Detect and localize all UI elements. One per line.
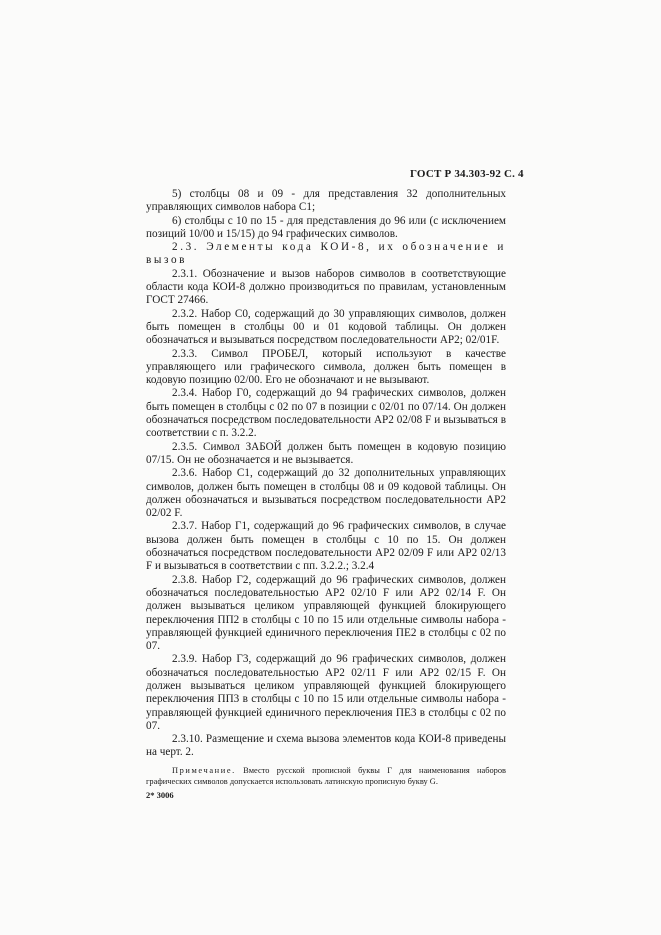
note-label: Примечание. [172, 765, 236, 775]
paragraph-2-3-10: 2.3.10. Размещение и схема вызова элементов кода КОИ-8 приведены на черт. 2. [146, 733, 506, 759]
paragraph-2-3-8: 2.3.8. Набор Г2, содержащий до 96 графических символов, должен обозначаться последовательностью АР2 02/10 F или АР2 02/14 F. Он должен вызываться целиком управляющей функцией блокирующего переключения ПП2 в столбцы с 10 по 15 или отдельные символы набора - управляющей функцией единичного переключения ПЕ2 в столбцы с 02 по 07. [146, 573, 506, 653]
paragraph-2-3-6: 2.3.6. Набор С1, содержащий до 32 дополнительных управляющих символов, должен быть помещен в столбцы 08 и 09 кодовой таблицы. Он должен обозначаться и вызываться посредством последовательности АР2 02/02 F. [146, 467, 506, 520]
note [146, 765, 506, 787]
paragraph-2-3-9: 2.3.9. Набор Г3, содержащий до 96 графических символов, должен обозначаться последовательностью АР2 02/11 F или АР2 02/15 F. Он должен вызываться целиком управляющей функцией блокирующего переключения ПП3 в столбцы с 10 по 15 или отдельные символы набора - управляющей функцией единичного переключения ПЕ3 в столбцы с 02 по 07. [146, 653, 506, 732]
document-body [146, 188, 506, 802]
paragraph-2-3-7: 2.3.7. Набор Г1, содержащий до 96 графических символов, в случае вызова должен быть помещен в столбцы с 10 по 15. Он должен обозначаться посредством последовательности АР2 02/09 F или АР2 02/13 F и вызываться в соответствии с пп. 3.2.2.; 3.2.4 [146, 520, 506, 573]
paragraph-2-3-2: 2.3.2. Набор С0, содержащий до 30 управляющих символов, должен быть помещен в столбцы 00 и 01 кодовой таблицы. Он должен обозначаться и вызываться посредством последовательности АР2; 02/01F. [146, 307, 506, 347]
note-text: Вместо русской прописной буквы Г для наименования наборов графических символов допускается использовать латинскую прописную букву G. [146, 765, 507, 786]
page-header: ГОСТ Р 34.303-92 С. 4 [410, 168, 524, 180]
footer-code: 2* 3006 [146, 789, 174, 800]
paragraph-2-3-5: 2.3.5. Символ ЗАБОЙ должен быть помещен в кодовую позицию 07/15. Он не обозначается и не вызывается. [146, 440, 506, 466]
paragraph-item-6: 6) столбцы с 10 по 15 - для представления до 96 или (с исключением позиций 10/00 и 15/15) до 94 графических символов. [146, 214, 506, 240]
paragraph-2-3-4: 2.3.4. Набор Г0, содержащий до 94 графических символов, должен быть помещен в столбцы с 02 по 07 в позиции с 02/01 по 07/14. Он должен обозначаться посредством последовательности АР2 02/08 F и вызываться в соответствии с п. 3.2.2. [146, 387, 506, 440]
section-heading: 2.3. Элементы кода КОИ-8, их обозначение и вызов [146, 241, 506, 267]
paragraph-2-3-3: 2.3.3. Символ ПРОБЕЛ, который используют в качестве управляющего или графического символа, должен быть помещен в кодовую позицию 02/00. Его не обозначают и не вызывают. [146, 347, 506, 387]
paragraph-2-3-1: 2.3.1. Обозначение и вызов наборов символов в соответствующие области кода КОИ-8 должно производиться по правилам, установленным ГОСТ 27466. [146, 267, 506, 307]
paragraph-item-5: 5) столбцы 08 и 09 - для представления 32 дополнительных управляющих символов набора С1; [146, 188, 506, 214]
